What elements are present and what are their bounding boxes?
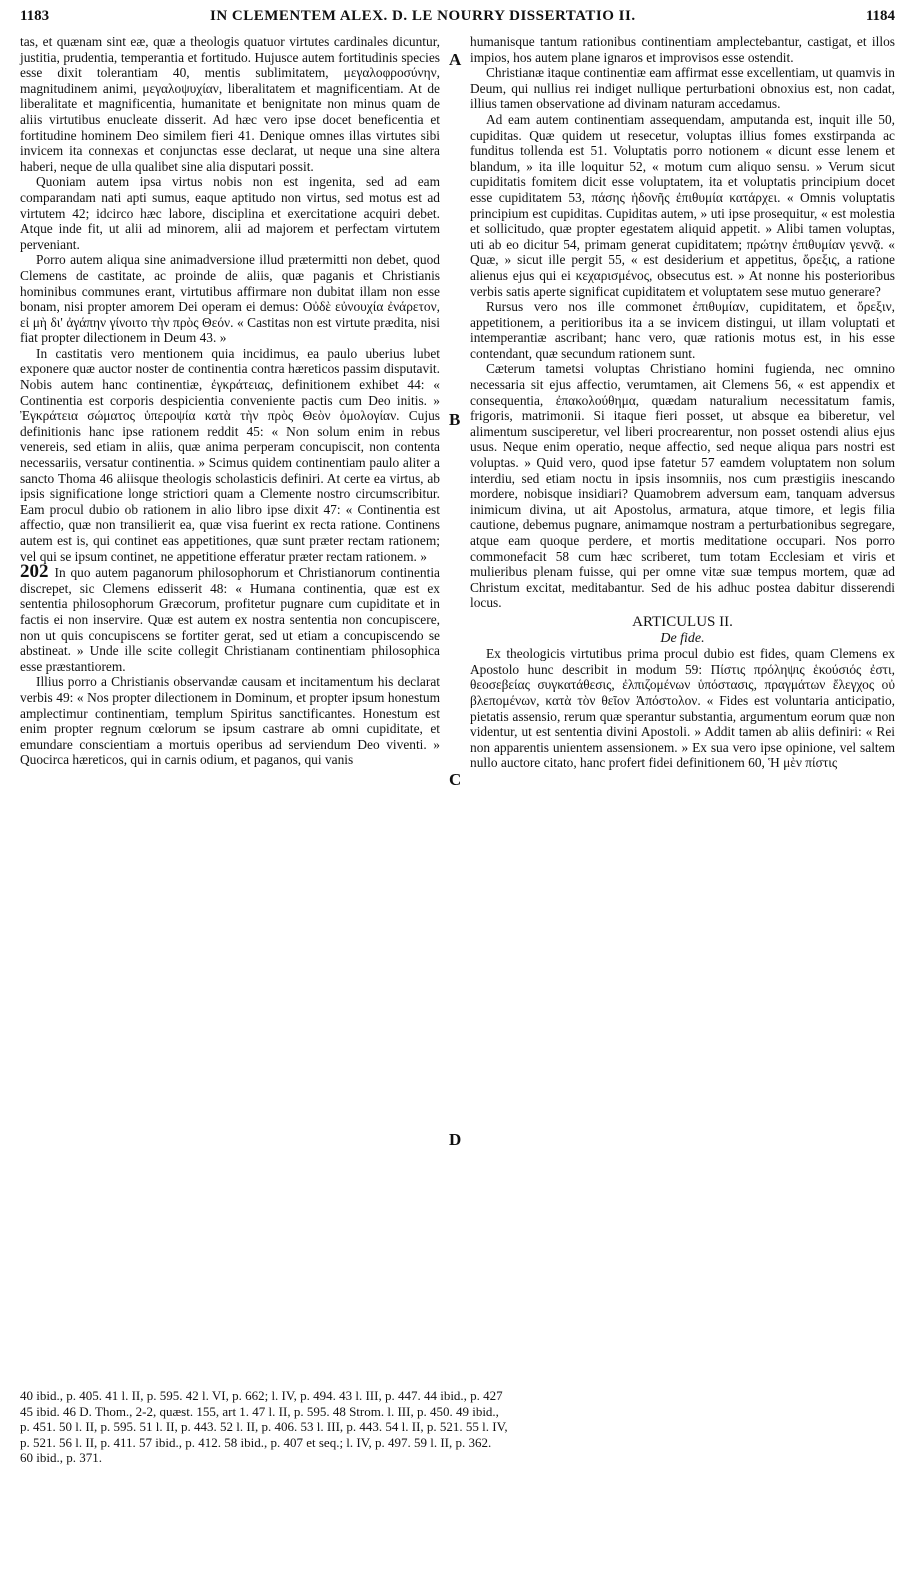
article-heading: ARTICULUS II.	[632, 613, 733, 630]
left-page-number: 1183	[20, 8, 50, 24]
footnote-line: 45 ibid. 46 D. Thom., 2-2, quæst. 155, art 1. 47 l. II, p. 595. 48 Strom. l. III, p. 450. 49 ibid.,	[20, 1403, 499, 1419]
right-column	[470, 34, 895, 771]
paragraph: Ex theologicis virtutibus prima procul dubio est fides, quam Clemens ex Apostolo hunc describit in modum 59: Πίστις πρόληψις ἑκούσιός ἐστι, θεοσεβείας συγκατάθεσις, ἐλπιζομένων ὑπόστασις, πραγμάτων ἔλεγχος οὐ βλεπομένων, κατὰ τὸν θεῖον Ἀπόστολον. « Fides est voluntaria anticipatio, pietatis assensio, rerum quæ sperantur substantia, argumentum eorum quæ non videntur, ut est sententia divini Apostoli. » Addit tamen ab aliis definiri: « Rei non apparentis unientem assensionem. » Ex sua vero ipse opinione, vel saltem nullo auctore citato, hanc profert fidei definitionem 60, Ἡ μὲν πίστις	[470, 646, 895, 771]
margin-marker-c: C	[449, 770, 462, 789]
footnote-line: 40 ibid., p. 405. 41 l. II, p. 595. 42 l. VI, p. 662; l. IV, p. 494. 43 l. III, p. 447. 44 ibid., p. 427	[20, 1388, 503, 1403]
page-header	[20, 8, 895, 34]
paragraph: Porro autem aliqua sine animadversione illud prætermitti non debet, quod Clemens de castitate, ac proinde de aliis, quæ paganis et Christianis hominibus communes erant, virtutibus affirmare non dubitat illam non esse bonam, nisi propter amorem Dei operam ei demus: Οὐδὲ εὐνουχία ἐνάρετον, εἰ μὴ δι' ἀγάπην γίνοιτο τὴν πρὸς Θεόν. « Castitas non est virtute prædita, nisi fiat propter dilectionem in Deum 43. »	[20, 252, 440, 346]
paragraph: In castitatis vero mentionem quia incidimus, ea paulo uberius lubet exponere quæ auctor noster de continentia contra hæreticos passim disputavit. Nobis autem hanc continentiæ, ἐγκράτειας, definitionem exhibet 44: « Continentia est corporis despicientia conveniente pactis cum Deo initis. » Ἐγκράτεια σώματος ὑπεροψία κατὰ τὴν πρὸς Θεὸν ὁμολογίαν. Cujus definitionis hanc ipse rationem reddit 45: « Non solum enim in rebus venereis, sed etiam in aliis, quæ anima perperam concupiscit, non contenta necessariis, versatur continentia. » Scimus quidem continentiam paulo aliter a sancto Thoma 46 aliisque theologis scholasticis definiri. At certe ea virtus, ab ipsis significatione longe strictiori quam a Clemente nostro circumscribitur. Eam procul dubio ob rationem in alio libro ipse dixit 47: « Continentia est affectio, quæ non transilierit ea, quæ visa fuerint ex recta ratione. Continens autem est is, qui continet eas appetitiones, quæ sunt præter rectam rationem; vel qui se ipsum continet, ne appetitione efferatur præter rectam rationem. »	[20, 345, 440, 564]
paragraph: humanisque tantum rationibus continentiam amplectebantur, castigat, et illos impios, hos autem plane ignaros et improvisos esse ostendit.	[470, 34, 895, 65]
paragraph: Quoniam autem ipsa virtus nobis non est ingenita, sed ad eam comparandam nati apti sumus, eaque aptitudo non virtus, sed motus est ad virtutem 42; idcirco hæc labore, disciplina et exercitatione acquiri debet. Atque inde fit, ut alii ad minorem, alii ad majorem et perfectam virtutem perveniant.	[20, 174, 440, 252]
section-number: 202	[20, 561, 49, 583]
paragraph: Illius porro a Christianis observandæ causam et incitamentum his declarat verbis 49: « Nos propter dilectionem in Dominum, et propter ipsum honestum amplectimur continentiam, templum Spiritus sanctificantes. Honestum est enim propter regnum cœlorum se ipsum castrare ab omni cupiditate, et emundare conscientiam a mortuis operibus ad serviendum Deo viventi. » Quocirca hæreticos, qui in carnis odium, et paganos, qui vanis	[20, 674, 440, 768]
margin-marker-d: D	[449, 1130, 462, 1149]
right-page-number: 1184	[865, 8, 895, 24]
paragraph: tas, et quænam sint eæ, quæ a theologis quatuor virtutes cardinales dicuntur, justitia, prudentia, temperantia et fortitudo. Hujusce autem fortitudinis species esse dixit tolerantiam 40, mentis sublimitatem, μεγαλοφροσύνην, magnitudinem animi, μεγαλοψυχίαν, liberalitatem et magnificentiam. At de liberalitate et magnificentia, humanitate et benignitate non minus quam de aliis virtutibus enucleate disserit. Ad hæc vero ipse docet beneficentia et fortitudine hominem Deo similem fieri 41. Denique omnes illas virtutes sibi invicem ita connexas et conjunctas esse declarat, ut neque una sine altera haberi, neque de ulla qualibet sine alia disputari possit.	[20, 34, 440, 174]
margin-marker-a: A	[449, 50, 462, 69]
footnotes	[20, 1388, 895, 1466]
left-column	[20, 34, 440, 768]
paragraph: Ad eam autem continentiam assequendam, amputanda est, inquit ille 50, cupiditas. Quæ quidem ut resecetur, voluptas illius fomes exstirpanda ac funditus tollenda est 51. Voluptatis porro notionem « dicunt esse lenem et blandum, » ita ille loquitur 52, « motum cum aliquo sensu. » Verum sicut cupiditatis fomitem dicit esse voluptatem, ita et voluptatis principium docet esse cupiditatem 53, πάσης ἡδονῆς ἐπιθυμία κατάρχει. « Omnis voluptatis principium est cupiditas. Cupiditas autem, » uti ipse prosequitur, « est molestia et sollicitudo, quæ propter egestatem aliquid appetit. » Alibi tamen voluptas, uti ab eo dicitur 54, primam generat cupiditatem; πρώτην ἐπιθυμίαν γεννᾷ. « Quæ, » sicut ille pergit 55, « est desiderium et appetitus, ὄρεξις, a ratione alienus ejus qui ei κεχαρισμένος, obsecutus est. » At nonne his posterioribus verbis satis aperte significat cupiditatem et voluptatem sese mutuo generare?	[470, 111, 895, 299]
paragraph: Cæterum tametsi voluptas Christiano homini fugienda, nec omnino necessaria sit ejus affectio, verumtamen, ait Clemens 56, « est appendix et consequentia, ἐπακολούθημα, quædam naturalium necessitatum famis, frigoris, matrimonii. Si itaque fieri posset, ut absque ea biberetur, vel alimentum susciperetur, vel liberi procrearentur, non posset ostendi alius ejus usus. Neque enim operatio, neque affectio, sed neque aliqua pars nostri est voluptas. » Quid vero, quod ipse fatetur 57 eamdem voluptatem non solum interdiu, sed etiam noctu in ipsis insomniis, nos cum præstigiis inescando mordere, nobisque insidiari? Quamobrem adversum eam, tanquam adversus inimicum divina, ut ait Apostolus, armatura, atque timore, et legis filia cautione, debemus pugnare, animamque nostram a perturbationibus segregare, atque eam quoque perdere, et mortis meditatione occupari. Nos porro commonefacit 58 cum hæc scriberet, tum totam Ecclesiam et viris et mulieribus plenam fuisse, qui per omne vitæ suæ tempus mortem, quæ ad Christum excitat, meditabantur. Sed de his adhuc postea dabitur disserendi locus.	[470, 361, 895, 611]
paragraph-202	[20, 561, 440, 674]
paragraph-text: In quo autem paganorum philosophorum et Christianorum continentia discrepet, sic Clemens edisserit 48: « Humana continentia, quæ est ex sententia philosophorum Græcorum, profitetur pugnare cum cupiditate et in factis ei non inservire. Quæ est autem ex nostra sententia non concupiscere, non ut quis concupiscens se fortiter gerat, sed ut etiam a concupiscendo se abstineat. » Unde ille scite collegit Christianam continentiam philosophica esse præstantiorem.	[20, 565, 440, 674]
footnote-line: p. 521. 56 l. II, p. 411. 57 ibid., p. 412. 58 ibid., p. 407 et seq.; l. IV, p. 497. 59 l. II, p. 362.	[20, 1434, 492, 1450]
footnote-line: p. 451. 50 l. II, p. 595. 51 l. II, p. 443. 52 l. II, p. 406. 53 l. III, p. 443. 54 l. II, p. 521. 55 l. IV,	[20, 1419, 508, 1434]
paragraph: Rursus vero nos ille commonet ἐπιθυμίαν, cupiditatem, et ὄρεξιν, appetitionem, a peritioribus ita a se invicem distingui, ut illam voluptati et intemperantiæ ascribant; hanc vero, quæ rationis motus est, in his esse contendant, quæ secundum rationem sunt.	[470, 299, 895, 361]
footnote-line: 60 ibid., p. 371.	[20, 1450, 102, 1465]
running-title: IN CLEMENTEM ALEX. D. LE NOURRY DISSERTATIO II.	[210, 8, 636, 24]
article-subheading: De fide.	[660, 630, 705, 646]
paragraph: Christianæ itaque continentiæ eam affirmat esse excellentiam, ut quamvis in Deum, qui nullius rei indiget nullique perturbationi obnoxius est, non cadat, illius tamen observatione ad divinam naturam accedamus.	[470, 65, 895, 112]
margin-marker-b: B	[449, 410, 461, 429]
